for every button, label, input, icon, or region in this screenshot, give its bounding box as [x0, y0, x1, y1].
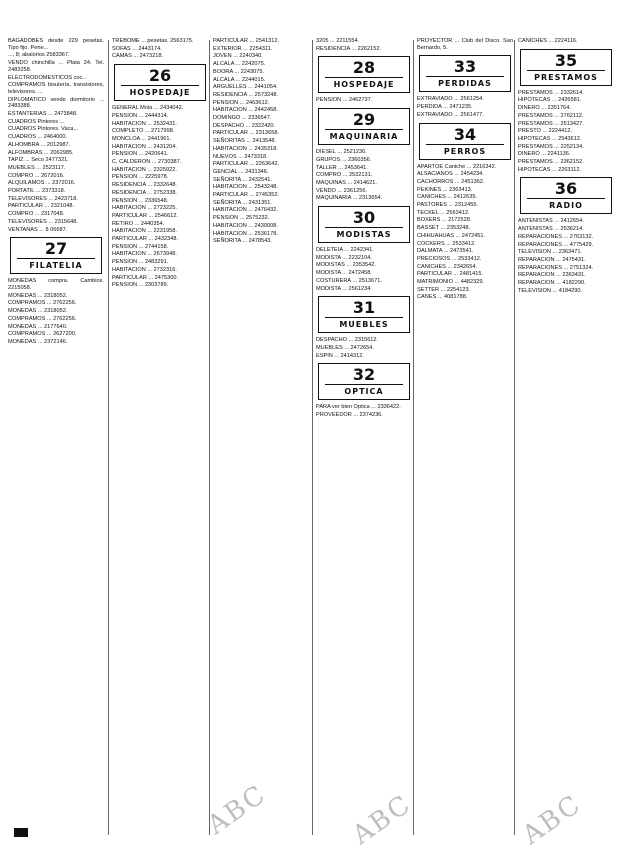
classified-ad: SETTER ... 2254123. — [417, 286, 471, 293]
classified-ad: REPARACIONES ... 2763132. — [518, 233, 594, 240]
classified-ad: EXTRAVIADO ... 2561477. — [417, 111, 484, 118]
classified-ad: ALHOMBRA ... 2012987. — [8, 141, 71, 148]
classified-ad: DIESEL ... 2521236. — [316, 149, 367, 156]
column-2 — [112, 38, 208, 838]
classified-ad: TECKEL ... 2563412. — [417, 209, 470, 216]
classified-ad: HIPOTECAS ... 2543612. — [518, 135, 582, 142]
classified-ad: CAMAS ... 2473218. — [112, 53, 163, 60]
classified-ad: PRESTAMOS ... 2362152. — [518, 159, 584, 166]
classified-ad: GRUPOS ... 2360356. — [316, 156, 372, 163]
classified-ad: PARTICULAR ... 2475300. — [112, 274, 179, 281]
column-3 — [213, 38, 309, 838]
classified-ad: ALQUILAMOS ... 2372016. — [8, 180, 76, 187]
section-title: PRESTAMOS — [527, 70, 605, 82]
classified-ad: DINERO ... 2241136. — [518, 151, 571, 158]
classified-ad: CANES ... 4081788. — [417, 294, 468, 301]
classified-ad: MODISTA ... 2232104. — [316, 254, 372, 261]
classified-ad: CANICHES ... 2342654. — [417, 263, 478, 270]
classified-ad: PENSION ... 2420641. — [112, 151, 169, 158]
classified-ad: RESIDENCIA ... 2262152. — [316, 45, 381, 52]
section-number: 31 — [352, 298, 376, 318]
classified-ad: TALLER ... 2453641. — [316, 164, 368, 171]
classified-ad: SOFAS ... 2443174. — [112, 45, 162, 52]
classified-ad: MAQUINARIA ... 2313654. — [316, 195, 383, 202]
classified-ad: MODISTA ... 2561234. — [316, 285, 372, 292]
classified-ad: MONEDAS ... 2318052. — [8, 308, 68, 315]
classified-ad: PEKINES ... 2363413. — [417, 186, 473, 193]
classified-ad: HABITACION ... 2476432. — [213, 207, 278, 214]
classified-ad: VENTANAS ... 8 06687. — [8, 226, 68, 233]
classified-ad: CHIHUAHUAS ... 2472451. — [417, 232, 486, 239]
section-header — [318, 108, 410, 145]
classified-ad: ARGUELLES ... 2441054. — [213, 84, 278, 91]
section-title: PERROS — [426, 144, 504, 156]
classified-ad: CUADROS ... 2464000. — [8, 134, 68, 141]
classified-ad: HABITACION ... 2430008. — [213, 222, 278, 229]
classified-ad: SEÑORITA ... 2478543. — [213, 238, 272, 245]
classified-ad: PARTICULAR ... 2321048. — [8, 203, 75, 210]
classified-ad: DIPLOMATICO vende dormitorio ... 2483388. — [8, 96, 104, 110]
classified-ad: BASSET ... 2353248. — [417, 225, 471, 232]
classified-ad: PENSION ... 2463612. — [213, 99, 270, 106]
classified-ad: GENERAL Mola ... 2434042. — [112, 105, 184, 112]
classified-ad: BOXERS ... 2172528. — [417, 217, 472, 224]
classified-ad: COMPRO ... 2317048. — [8, 211, 65, 218]
classified-ad: PENSION ... 2225978. — [112, 174, 169, 181]
classified-ad: JOVEN ... 2240340. — [213, 53, 263, 60]
classified-ad: HABITACION ... 2325922. — [112, 166, 177, 173]
classified-ad: SEÑORITAS ... 2413548. — [213, 138, 277, 145]
corner-mark — [14, 828, 28, 837]
classified-ad: TELEVISION ... 4184290. — [518, 287, 583, 294]
classified-ad: PENSION ... 2462737. — [316, 97, 373, 104]
classified-ad: PRESTAMOS ... 2332614. — [518, 89, 584, 96]
classified-ad: MONEDAS ... 2318052. — [8, 292, 68, 299]
classified-ad: CANICHES ... 2412635. — [417, 194, 478, 201]
classified-ad: ALFOMBRAS ... 2062985. — [8, 149, 74, 156]
classified-ad: TREBOME ... pesetas. 2563175. — [112, 38, 194, 44]
classified-ad: ALCALA ... 2242075. — [213, 61, 266, 68]
classified-ad: RESIDENCIA ... 2752338. — [112, 189, 177, 196]
classified-ad: PARTICULAR ... 2745352. — [213, 192, 280, 199]
classified-ad: HABITACION ... 2723225. — [112, 205, 177, 212]
classified-ad: COMPRO ... 2672016. — [8, 172, 65, 179]
column-6 — [518, 38, 614, 838]
classified-ad: COSTURERA ... 2513671. — [316, 277, 382, 284]
classified-ad: COMPRAMOS bisutería, transistores, televisores, ... — [8, 82, 104, 95]
classified-ad: 3205 ... 2211554. — [316, 38, 360, 44]
classified-ad: DOMINGO ... 2336547. — [213, 115, 272, 122]
column-divider — [413, 40, 414, 835]
section-title: MUEBLES — [325, 317, 403, 329]
classified-ad: PARTICULAR ... 2263642. — [213, 161, 280, 168]
classified-ad: ESPIN ... 2414312. — [316, 352, 364, 359]
section-title: RADIO — [527, 198, 605, 210]
classified-ad: HABITACION ... 2732316. — [112, 266, 177, 273]
column-divider — [312, 40, 313, 835]
classified-ad: MONEDAS compra. Cambios. 2215058. — [8, 278, 104, 291]
section-number: 35 — [554, 50, 578, 70]
classified-ad: APARTOE Caniche ... 2216342. — [417, 163, 497, 170]
classified-ad: VENDO chinchilla ... Plata 24. Tel. 2483258. — [8, 60, 104, 73]
column-4 — [316, 38, 412, 838]
classified-ad: PRESTAMOS ... 2252134. — [518, 143, 584, 150]
classified-ad: CACHORROS ... 2451362. — [417, 178, 485, 185]
classified-ad: BOORA ... 2243075. — [213, 68, 264, 75]
watermark-2: ABC — [347, 789, 418, 851]
classified-ad: PENSION ... 2744158. — [112, 243, 169, 250]
classified-ad: MUEBLES ... 2523117. — [8, 164, 66, 171]
column-divider — [209, 40, 210, 835]
classified-ad: PRESTO ... 2224412. — [518, 128, 573, 135]
column-5 — [417, 38, 513, 838]
classified-ad: EXTRAVIADO ... 2561254. — [417, 96, 484, 103]
classified-ad: MATRIMONIO ... 4482329. — [417, 279, 485, 286]
classified-ad: GENCIAL ... 2431346. — [213, 168, 269, 175]
classified-ad: COMPRO ... 2532131. — [316, 172, 373, 179]
section-header — [114, 64, 206, 101]
section-number: 26 — [148, 66, 172, 86]
classified-ad: REPARACION ... 2363431. — [518, 272, 586, 279]
classified-ad: BAGADOBES desde 229 pesetas. Tipo fijo. Pene... — [8, 38, 104, 51]
classified-ad: PRESTAMOS ... 2762112. — [518, 112, 584, 119]
classified-ad: PROVEEDOR ... 2374236. — [316, 412, 383, 419]
classified-ad: HIPOTECAS ... 2263112. — [518, 166, 582, 173]
section-header — [520, 177, 612, 214]
classified-ad: PERDIDA ... 2471235. — [417, 104, 473, 111]
section-header — [419, 123, 511, 160]
classified-ad: TELEVISORES ... 2315648. — [8, 218, 78, 225]
classified-ad: COMPRAMOS ... 2762256. — [8, 300, 77, 307]
classified-ad: CUADROS Pintores. Vaca... — [8, 126, 79, 133]
section-header — [318, 296, 410, 333]
section-title: PERDIDAS — [426, 76, 504, 88]
classified-ad: HABITACION ... 2442458. — [213, 107, 278, 114]
section-number: 29 — [352, 110, 376, 130]
column-divider — [108, 40, 109, 835]
classified-ad: PARA ver bien Optica ... 2336422. — [316, 404, 401, 411]
classified-ad: PRESTAMOS ... 2513427. — [518, 120, 584, 127]
classified-ad: RESIDENCIA ... 2573248. — [213, 91, 278, 98]
classified-ad: DINERO ... 2351764. — [518, 105, 571, 112]
classified-ad: ALSACIANOS ... 2454234. — [417, 171, 484, 178]
classified-ad: MODISTAS ... 2353542. — [316, 262, 376, 269]
classified-ad: EXTERIOR ... 2254311. — [213, 45, 273, 52]
classified-ad: TELEVISORES ... 2423718. — [8, 195, 78, 202]
classified-ad: REPARACIONES ... 2751324. — [518, 264, 594, 271]
classified-ad: HABITACION ... 2532431. — [112, 120, 177, 127]
section-number: 33 — [453, 57, 477, 77]
classified-ad: PROYECTOR ... Club del Disco. San Bernardo, 5. — [417, 38, 513, 51]
section-header — [520, 49, 612, 86]
classified-ad: C. CALDERON ... 2730387. — [112, 159, 182, 166]
classified-ad: MONEDAS ... 2372146. — [8, 338, 68, 345]
section-header — [10, 237, 102, 274]
classified-ad: HABITACION ... 2231958. — [112, 228, 177, 235]
classified-ad: PARTICULAR ... 2313658. — [213, 130, 280, 137]
classified-ad: COCKERS ... 2533412. — [417, 240, 476, 247]
classified-ad: DESPACHO ... 2315612. — [316, 337, 379, 344]
classified-ad: TAPIZ ... Seco 2477321. — [8, 157, 69, 164]
classified-ad: RESIDENCIA ... 2332648. — [112, 182, 177, 189]
classified-ad: MAQUINAS ... 2414621. — [316, 179, 377, 186]
classified-ad: DALMATA ... 2473541. — [417, 248, 474, 255]
section-title: HOSPEDAJE — [121, 85, 199, 97]
classified-ad: HABITACION ... 2435318. — [213, 145, 278, 152]
classified-ad: PARTICULAR ... 2481415. — [417, 271, 484, 278]
classified-ad: PENSION ... 2336548. — [112, 197, 169, 204]
classified-ad: PARTICULAR ... 2541312. — [213, 38, 280, 44]
section-header — [318, 56, 410, 93]
classified-ad: COMPRAMOS ... 2627200. — [8, 331, 77, 338]
classified-ad: DESPACHO ... 2322420. — [213, 122, 276, 129]
section-number: 27 — [44, 239, 68, 259]
section-title: MODISTAS — [325, 227, 403, 239]
classified-ad: NUEVOS ... 2473318. — [213, 153, 268, 160]
section-number: 28 — [352, 58, 376, 78]
section-header — [318, 363, 410, 400]
section-title: MAQUINARIA — [325, 129, 403, 141]
classified-ad: SEÑORITA ... 2432541. — [213, 176, 272, 183]
classified-ad: PORTATIL ... 2373318. — [8, 188, 66, 195]
classified-ad: RETIRO ... 2440354. — [112, 220, 165, 227]
watermark-3: ABC — [517, 789, 588, 851]
classified-ad: REPARACIONES ... 4775429. — [518, 241, 594, 248]
classified-ad: COMPRAMOS ... 2762256. — [8, 315, 77, 322]
classified-ad: PENSION ... 2303789. — [112, 282, 169, 289]
section-header — [318, 206, 410, 243]
classified-ad: MODISTA ... 2472458. — [316, 270, 372, 277]
section-header — [419, 55, 511, 92]
classified-ad: ALCALA ... 2244015. — [213, 76, 266, 83]
section-title: HOSPEDAJE — [325, 77, 403, 89]
section-number: 30 — [352, 208, 376, 228]
classified-ad: DELETEIA ... 2242341. — [316, 247, 374, 254]
classified-ad: VENDO ... 2361256. — [316, 187, 367, 194]
classified-ad: HABITACION ... 2536178. — [213, 230, 278, 237]
classified-ad: ELECTRODOMESTICOS coc... — [8, 74, 87, 81]
section-number: 32 — [352, 365, 376, 385]
classified-ad: ANTENISTAS ... 2412654. — [518, 218, 584, 225]
classified-ad: ESTANTERIAS ... 2473848. — [8, 111, 78, 118]
classified-ad: ..., 8; abalorios 2583367. — [8, 52, 70, 59]
section-number: 34 — [453, 124, 477, 144]
section-title: FILATELIA — [17, 258, 95, 270]
classified-ad: HABITACION ... 2431204. — [112, 143, 177, 150]
classified-ad: CANICHES ... 2224116. — [518, 38, 578, 44]
classified-ad: PRECIOSOS ... 2533412. — [417, 255, 482, 262]
classified-ad: TELEVISION ... 2363471. — [518, 249, 583, 256]
watermark-1: ABC — [202, 779, 273, 841]
classified-ad: PASTORES ... 2312455. — [417, 202, 479, 209]
classified-ad: MONCLOA ... 2441961. — [112, 135, 172, 142]
classified-ad: REPARACION ... 4182290. — [518, 280, 586, 287]
classified-ad: HABITACION ... 2543248. — [213, 184, 278, 191]
classified-ad: ANTENISTAS ... 2536214. — [518, 226, 584, 233]
classified-ad: PARTICULAR ... 2546612. — [112, 212, 179, 219]
section-title: OPTICA — [325, 384, 403, 396]
classified-ad: REPARACION ... 2475431. — [518, 256, 586, 263]
classified-ad: SEÑORITA ... 2431351. — [213, 199, 272, 206]
classified-ad: PENSION ... 2483291. — [112, 259, 169, 266]
classified-ad: PENSION ... 2575232. — [213, 215, 270, 222]
classified-ad: HIPOTECAS ... 2426581. — [518, 97, 582, 104]
classified-ad: HABITACION ... 2673948. — [112, 251, 177, 258]
column-1 — [8, 38, 104, 838]
classified-ad: PENSION ... 2444314. — [112, 112, 169, 119]
section-number: 36 — [554, 179, 578, 199]
classified-ad: MONEDAS ... 2177640. — [8, 323, 68, 330]
classified-ad: COMPLETO ... 2717998. — [112, 128, 175, 135]
column-divider — [514, 40, 515, 835]
classified-ad: PARTICULAR ... 2432348. — [112, 236, 179, 243]
classified-ad: CUADROS Pintores ... — [8, 118, 65, 125]
classified-ad: MUEBLES ... 2472654. — [316, 344, 374, 351]
